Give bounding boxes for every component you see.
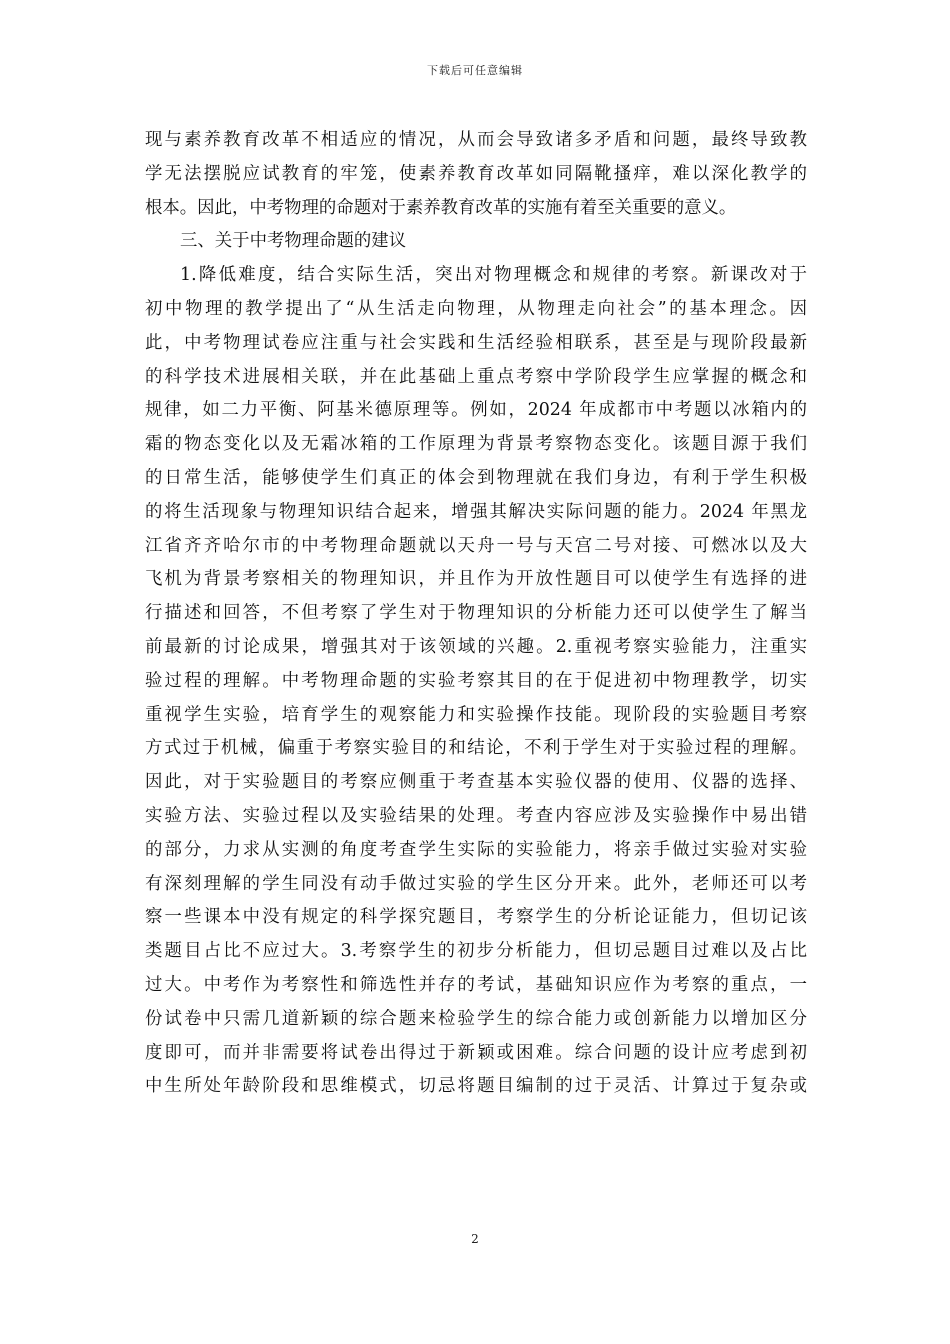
page-header: 下载后可任意编辑 <box>427 64 523 77</box>
text-line: 度即可，而并非需要将试卷出得过于新颖或困难。综合问题的设计应考虑到初 <box>145 1042 807 1063</box>
text-line: 学无法摆脱应试教育的牢笼，使素养教育改革如同隔靴搔痒，难以深化教学的 <box>145 163 807 184</box>
text-line: 察一些课本中没有规定的科学探究题目，考察学生的分析论证能力，但切记该 <box>145 907 807 928</box>
text-line: 方式过于机械，偏重于考察实验目的和结论，不利于学生对于实验过程的理解。 <box>145 738 807 759</box>
text-line: 验过程的理解。中考物理命题的实验考察其目的在于促进初中物理教学，切实 <box>145 670 807 691</box>
text-line: 初中物理的教学提出了“从生活走向物理，从物理走向社会”的基本理念。因 <box>145 298 807 319</box>
text-line: 实验方法、实验过程以及实验结果的处理。考查内容应涉及实验操作中易出错 <box>145 805 807 826</box>
text-line: 类题目占比不应过大。3.考察学生的初步分析能力，但切忌题目过难以及占比 <box>145 941 807 962</box>
text-line: 规律，如二力平衡、阿基米德原理等。例如，2024 年成都市中考题以冰箱内的 <box>145 400 807 421</box>
page-number: 2 <box>471 1232 479 1246</box>
text-line: 行描述和回答，不但考察了学生对于物理知识的分析能力还可以使学生了解当 <box>145 603 807 624</box>
text-line: 的日常生活，能够使学生们真正的体会到物理就在我们身边，有利于学生积极 <box>145 467 807 488</box>
section-heading: 三、关于中考物理命题的建议 <box>180 231 407 252</box>
text-line: 江省齐齐哈尔市的中考物理命题就以天舟一号与天宫二号对接、可燃冰以及大 <box>145 535 807 556</box>
text-line: 的部分，力求从实测的角度考查学生实际的实验能力，将亲手做过实验对实验 <box>145 839 807 860</box>
text-line: 现与素养教育改革不相适应的情况，从而会导致诸多矛盾和问题，最终导致教 <box>145 130 807 150</box>
text-line: 的科学技术进展相关联，并在此基础上重点考察中学阶段学生应掌握的概念和 <box>145 366 807 387</box>
text-line: 中生所处年龄阶段和思维模式，切忌将题目编制的过于灵活、计算过于复杂或 <box>145 1076 807 1097</box>
text-line: 此，中考物理试卷应注重与社会实践和生活经验相联系，甚至是与现阶段最新 <box>145 332 807 353</box>
text-line: 因此，对于实验题目的考察应侧重于考查基本实验仪器的使用、仪器的选择、 <box>145 772 807 793</box>
text-line: 1.降低难度，结合实际生活，突出对物理概念和规律的考察。新课改对于 <box>180 265 807 286</box>
text-line: 飞机为背景考察相关的物理知识，并且作为开放性题目可以使学生有选择的进 <box>145 569 807 590</box>
text-line: 份试卷中只需几道新颖的综合题来检验学生的综合能力或创新能力以增加区分 <box>145 1008 807 1029</box>
text-line: 重视学生实验，培育学生的观察能力和实验操作技能。现阶段的实验题目考察 <box>145 704 807 725</box>
body-text <box>145 124 807 1104</box>
text-line: 的将生活现象与物理知识结合起来，增强其解决实际问题的能力。2024 年黑龙 <box>145 501 807 522</box>
text-line: 过大。中考作为考察性和筛选性并存的考试，基础知识应作为考察的重点，一 <box>145 974 807 995</box>
text-line: 有深刻理解的学生同没有动手做过实验的学生区分开来。此外，老师还可以考 <box>145 873 807 894</box>
text-line: 霜的物态变化以及无霜冰箱的工作原理为背景考察物态变化。该题目源于我们 <box>145 434 807 455</box>
text-line: 前最新的讨论成果，增强其对于该领域的兴趣。2.重视考察实验能力，注重实 <box>145 636 807 657</box>
text-line: 根本。因此，中考物理的命题对于素养教育改革的实施有着至关重要的意义。 <box>145 197 737 218</box>
